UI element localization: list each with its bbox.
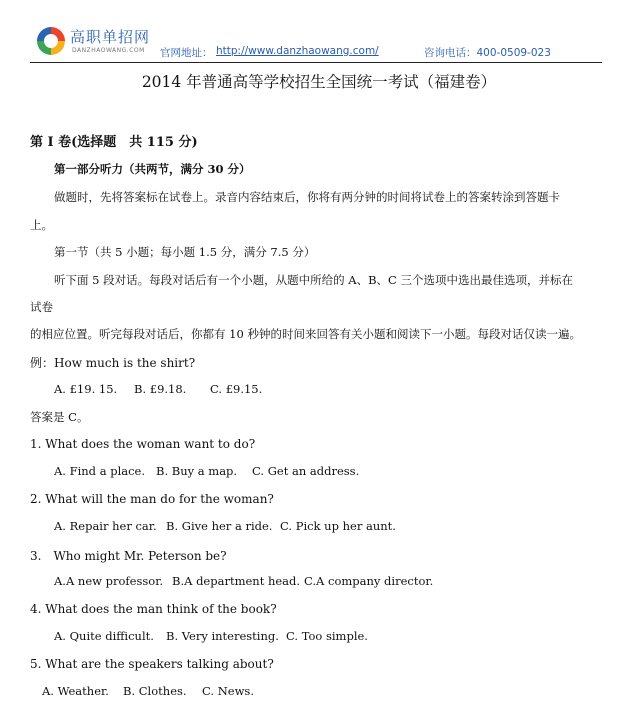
question-option: C. Get an address. xyxy=(252,464,360,478)
question-4: 4. What does the man think of the book? xyxy=(30,602,277,616)
question-option: B. Give her a ride. xyxy=(166,519,273,533)
question-option: B. Buy a map. xyxy=(156,464,238,478)
section1-instruction: 试卷 xyxy=(30,300,53,314)
question-option: A. Quite difficult. xyxy=(54,629,154,643)
logo-domain: DANZHAOWANG.COM xyxy=(72,47,145,54)
question-option: C.A company director. xyxy=(304,574,434,588)
logo-icon xyxy=(34,24,68,58)
page-title: 2014 年普通高等学校招生全国统一考试（福建卷） xyxy=(141,73,497,91)
question-option: A. Weather. xyxy=(42,684,109,698)
question-option: A.A new professor. xyxy=(54,574,164,588)
example-option: A. £19. 15. xyxy=(54,382,118,396)
section1-instruction: 的相应位置。听完每段对话后，你都有 10 秒钟的时间来回答有关小题和阅读下一小题。每段对话仅读一遍。 xyxy=(30,327,581,341)
example-option: B. £9.18. xyxy=(134,382,187,396)
instruction-line: 做题时，先将答案标在试卷上。录音内容结束后，你将有两分钟的时间将试卷上的答案转涂到答题卡 xyxy=(54,190,560,204)
logo-title: 高职单招网 xyxy=(70,28,151,46)
question-2: 2. What will the man do for the woman? xyxy=(30,492,274,506)
example-question: 例：How much is the shirt? xyxy=(30,356,196,370)
question-3: 3. Who might Mr. Peterson be? xyxy=(30,549,227,563)
section1-heading: 第一节（共 5 小题；每小题 1.5 分，满分 7.5 分） xyxy=(54,245,316,259)
example-option: C. £9.15. xyxy=(210,382,263,396)
question-option: A. Repair her car. xyxy=(54,519,157,533)
contact-phone: 咨询电话：400-0509-023 xyxy=(424,47,551,59)
header-divider xyxy=(30,62,602,63)
example-answer: 答案是 C。 xyxy=(30,410,89,424)
question-option: B. Very interesting. xyxy=(166,629,279,643)
question-1: 1. What does the woman want to do? xyxy=(30,437,256,451)
site-url-link[interactable]: http://www.danzhaowang.com/ xyxy=(216,45,379,57)
instruction-line: 上。 xyxy=(30,218,53,232)
part-heading: 第一部分听力（共两节，满分 30 分） xyxy=(54,162,251,176)
section1-instruction: 听下面 5 段对话。每段对话后有一个小题，从题中所给的 A、B、C 三个选项中选出最佳选项，并标在 xyxy=(54,273,573,287)
question-option: B.A department head. xyxy=(172,574,301,588)
question-option: B. Clothes. xyxy=(123,684,187,698)
question-option: A. Find a place. xyxy=(54,464,146,478)
question-option: C. News. xyxy=(202,684,254,698)
section-heading: 第 I 卷(选择题 共 115 分) xyxy=(30,135,198,150)
question-5: 5. What are the speakers talking about? xyxy=(30,657,274,671)
question-option: C. Too simple. xyxy=(286,629,368,643)
site-url-label: 官网地址： xyxy=(160,47,213,59)
question-option: C. Pick up her aunt. xyxy=(280,519,396,533)
